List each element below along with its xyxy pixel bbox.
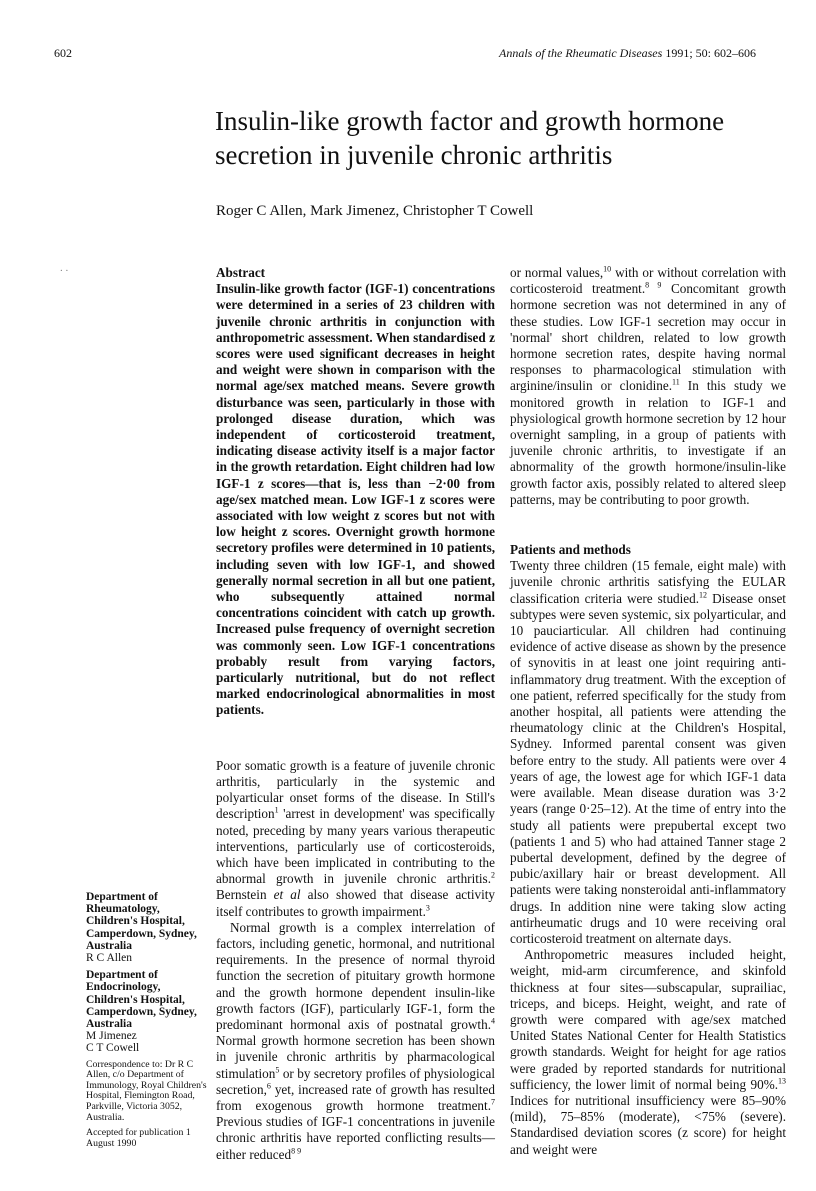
section-spacer (216, 719, 495, 758)
affiliation-department: Department of Endocrinology, Children's Hospital, Camperdown, Sydney, Australia (86, 969, 197, 1031)
affiliation-endocrinology (86, 969, 214, 1054)
abstract-heading: Abstract (216, 265, 266, 280)
affiliation-author: M Jimenez (86, 1030, 137, 1043)
affiliation-rheumatology (86, 891, 214, 964)
right-column (510, 265, 786, 1158)
section-spacer (510, 508, 786, 542)
methods-paragraph-1: Twenty three children (15 female, eight male) with juvenile chronic arthritis satisfying the EULAR classification criteria were studied.$^{12}$ Disease onset subtypes were seven systemic, six polyarticular, and 10 pauciarticular. All children had continuing evidence of active disease as shown by the presence of synovitis in at least one joint requiring anti-inflammatory drug treatment. With the exception of one patient, referred specifically for the study from another hospital, all patients were attending the rheumatology clinic at the Children's Hospital, Sydney. Informed parental consent was given before entry to the study. All patients were over 4 years of age, the lowest age for which IGF-1 data were available. Mean disease duration was 3·2 years (range 0·25–12). At the time of entry into the study all patients were prepubertal except two (patients 1 and 5) who had attained Tanner stage 2 pubertal development, defined by the degree of pubic/axillary hair or breast development. All patients were taking nonsteroidal anti-inflammatory drugs. In addition nine were taking slow acting antirheumatic drugs and 10 were receiving oral corticosteroid treatment on alternate days. (510, 558, 786, 946)
journal-volume: 50: 602–606 (695, 46, 756, 60)
article-authors: Roger C Allen, Mark Jimenez, Christopher T Cowell (216, 203, 534, 219)
margin-dots: . . (60, 262, 69, 274)
left-column (216, 265, 495, 1163)
abstract-body: Insulin-like growth factor (IGF-1) concentrations were determined in a series of 23 children with juvenile chronic arthritis in conjunction with anthropometric assessment. When standardised z scores were used significant decreases in height and weight were shown in comparison with the normal age/sex matched means. Severe growth disturbance was seen, particularly in those with prolonged disease duration, which was independent of corticosteroid treatment, indicating disease activity itself is a major factor in the growth retardation. Eight children had low IGF-1 z scores—that is, less than −2·00 from age/sex matched mean. Low IGF-1 z scores were associated with low weight z scores but not with low height z scores. Overnight growth hormone secretory profiles were determined in 10 patients, including seven with low IGF-1, and showed generally normal secretion in all but one patient, who subsequently attained normal concentrations coincident with catch up growth. Increased pulse frequency of overnight secretion was commonly seen. Low IGF-1 concentrations probably result from varying factors, particularly nutritional, but do not reflect marked endocrinological abnormalities in most patients. (216, 281, 495, 718)
intro-paragraph-3: or normal values,$^{10}$ with or without correlation with corticosteroid treatment.$^{8 9}$ Concomitant growth hormone secretion was not determined in any of these studies. Low IGF-1 secretion may occur in 'normal' short children, related to low growth hormone secretion rates, despite having normal responses to pharmacological stimulation with arginine/insulin or clonidine.$^{11}$ In this study we monitored growth in relation to IGF-1 and physiological growth hormone secretion by 12 hour overnight sampling, in a group of patients with juvenile chronic arthritis, to investigate if an abnormality of the growth hormone/insulin-like growth factor axis, possibly related to altered sleep patterns, may be contributing to poor growth. (510, 264, 786, 507)
journal-name: Annals of the Rheumatic Diseases (499, 46, 663, 60)
journal-reference (499, 46, 756, 61)
page-number: 602 (54, 46, 72, 60)
accepted-date: Accepted for publication 1 August 1990 (86, 1127, 191, 1149)
affiliation-author: R C Allen (86, 952, 133, 965)
intro-paragraph-1: Poor somatic growth is a feature of juvenile chronic arthritis, particularly in the systemic and polyarticular onset forms of the disease. In Still's description$^1$ 'arrest in development' was specifically noted, preceding by many years various therapeutic interventions, particularly use of corticosteroids, which have been implicated in contributing to the abnormal growth in juvenile chronic arthritis.$^2$ Bernstein et al also showed that disease activity itself contributes to growth impairment.$^3$ (216, 757, 495, 919)
journal-year: 1991; (665, 46, 693, 60)
methods-heading: Patients and methods (510, 542, 631, 558)
article-title: Insulin-like growth factor and growth hormone secretion in juvenile chronic arthritis (215, 106, 725, 170)
affiliation-department: Department of Rheumatology, Children's Hospital, Camperdown, Sydney, Australia (86, 891, 197, 952)
affiliation-author: C T Cowell (86, 1042, 140, 1055)
methods-paragraph-2: Anthropometric measures included height, weight, mid-arm circumference, and skinfold thickness at four sites—subscapular, suprailiac, triceps, and biceps. Height, weight, and rate of growth were compared with age/sex matched United States National Center for Health Statistics growth standards. Weight for height for age ratios were graded by reported standards for nutritional sufficiency, the lower limit of normal being 90%.$^{13}$ Indices for nutritional insufficiency were 85–90% (mild), 75–85% (moderate), <75% (severe). Standardised deviation scores (z score) for height and weight were (510, 947, 786, 1157)
affiliations (86, 891, 214, 1149)
correspondence: Correspondence to: Dr R C Allen, c/o Department of Immunology, Royal Children's Hospital, Flemington Road, Parkville, Victoria 3052, Australia. (86, 1058, 207, 1123)
intro-paragraph-2: Normal growth is a complex interrelation of factors, including genetic, hormonal, and nutritional requirements. In the presence of normal thyroid function the secretion of pituitary growth hormone and the growth hormone dependent insulin-like growth factors (IGF), particularly IGF-1, form the predominant hormonal axis of postnatal growth.$^4$ Normal growth hormone secretion has been shown in juvenile chronic arthritis by pharmacological stimulation$^5$ or by secretory profiles of physiological secretion,$^6$ yet, increased rate of growth has resulted from exogenous growth hormone treatment.$^7$ Previous studies of IGF-1 concentrations in juvenile chronic arthritis have reported conflicting results—either reduced$^{8 9}$ (216, 919, 495, 1162)
